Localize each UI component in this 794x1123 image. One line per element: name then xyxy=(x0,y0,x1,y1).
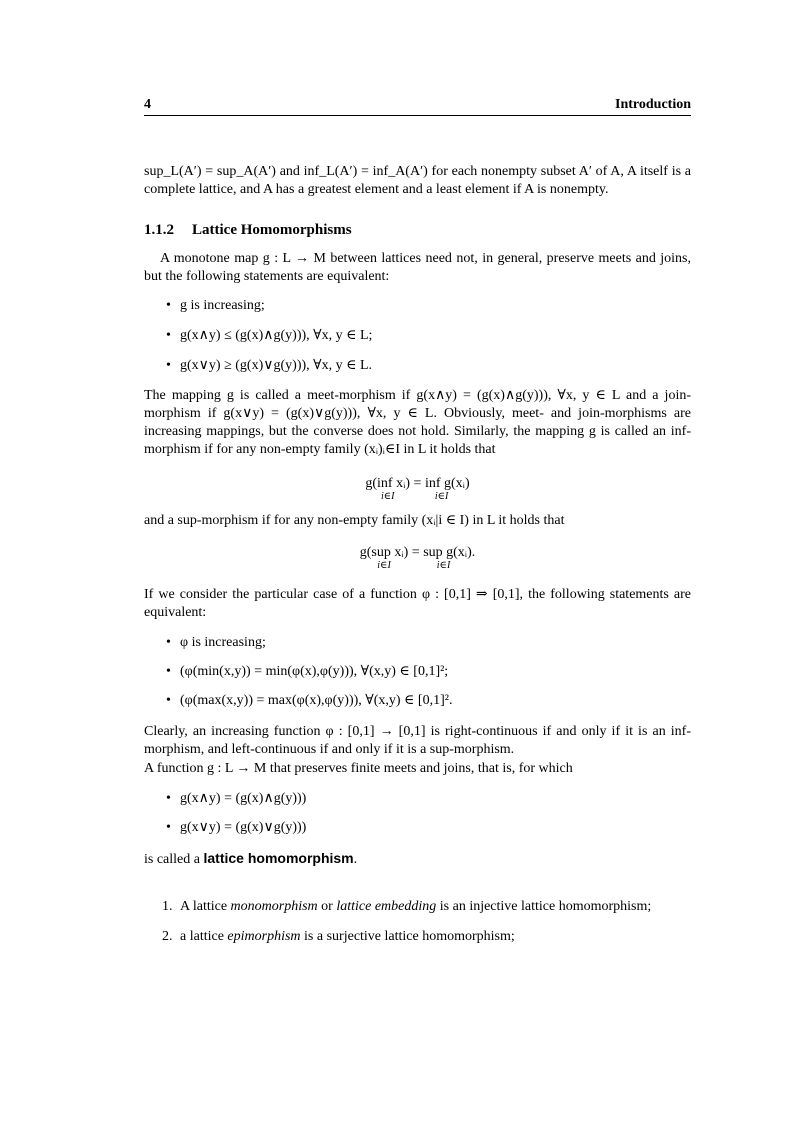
defined-term: lattice homomorphism xyxy=(203,850,354,866)
intro-paragraph: sup_L(A′) = sup_A(A′) and inf_L(A′) = inf_A(A′) for each nonempty subset A′ of A, A itself is a complete lattice, and A has a greatest element and a least element if A is nonempty. xyxy=(144,164,691,197)
paragraph-5: Clearly, an increasing function φ : [0,1] → [0,1] is right-continuous if and only if it is an inf-morphism, and left-continuous if and only if it is a sup-morphism. xyxy=(144,724,691,757)
bullet-icon: • xyxy=(166,791,171,806)
running-header xyxy=(144,97,691,116)
paragraph-4: If we consider the particular case of a function φ : [0,1] ⇒ [0,1], the following statements are equivalent: xyxy=(144,587,691,620)
equation-sup-morphism: g(sup xᵢ) i∈I = sup g(xᵢ). i∈I xyxy=(359,545,476,571)
equation-inf-morphism: g(inf xᵢ) i∈I = inf g(xᵢ) i∈I xyxy=(365,476,470,502)
paragraph-7: is called a lattice homomorphism. xyxy=(144,850,358,867)
section-heading xyxy=(144,222,352,239)
paragraph-1: A monotone map g : L → M between lattices need not, in general, preserve meets and joins, but the following statements are equivalent: xyxy=(144,251,691,284)
bullet-icon: • xyxy=(166,298,171,313)
chapter-title: Introduction xyxy=(615,97,691,112)
paragraph-6: A function g : L → M that preserves finite meets and joins, that is, for which xyxy=(144,761,573,776)
bullet-icon: • xyxy=(166,358,171,373)
bullet-icon: • xyxy=(166,664,171,679)
paragraph-2: The mapping g is called a meet-morphism if g(x∧y) = (g(x)∧g(y))), ∀x, y ∈ L and a join-morphism if g(x∨y) = (g(x)∨g(y))), ∀x, y ∈ L. Obviously, meet- and join-morphisms are increasing mappings, but the converse does not hold. Similarly, the mapping g is called an inf-morphism if for any non-empty family (xᵢ)ᵢ∈I in L it holds that xyxy=(144,388,691,457)
paragraph-3: and a sup-morphism if for any non-empty family (xᵢ|i ∈ I) in L it holds that xyxy=(144,513,565,528)
bullet-icon: • xyxy=(166,693,171,708)
bullet-icon: • xyxy=(166,820,171,835)
section-number: 1.1.2 xyxy=(144,222,174,238)
enumerated-item: 1. A lattice monomorphism or lattice embedding is an injective lattice homomorphism; xyxy=(162,899,652,914)
section-title: Lattice Homomorphisms xyxy=(192,222,352,238)
enumerated-item: 2. a lattice epimorphism is a surjective lattice homomorphism; xyxy=(162,929,515,944)
page-number: 4 xyxy=(144,97,151,112)
bullet-icon: • xyxy=(166,635,171,650)
bullet-icon: • xyxy=(166,328,171,343)
